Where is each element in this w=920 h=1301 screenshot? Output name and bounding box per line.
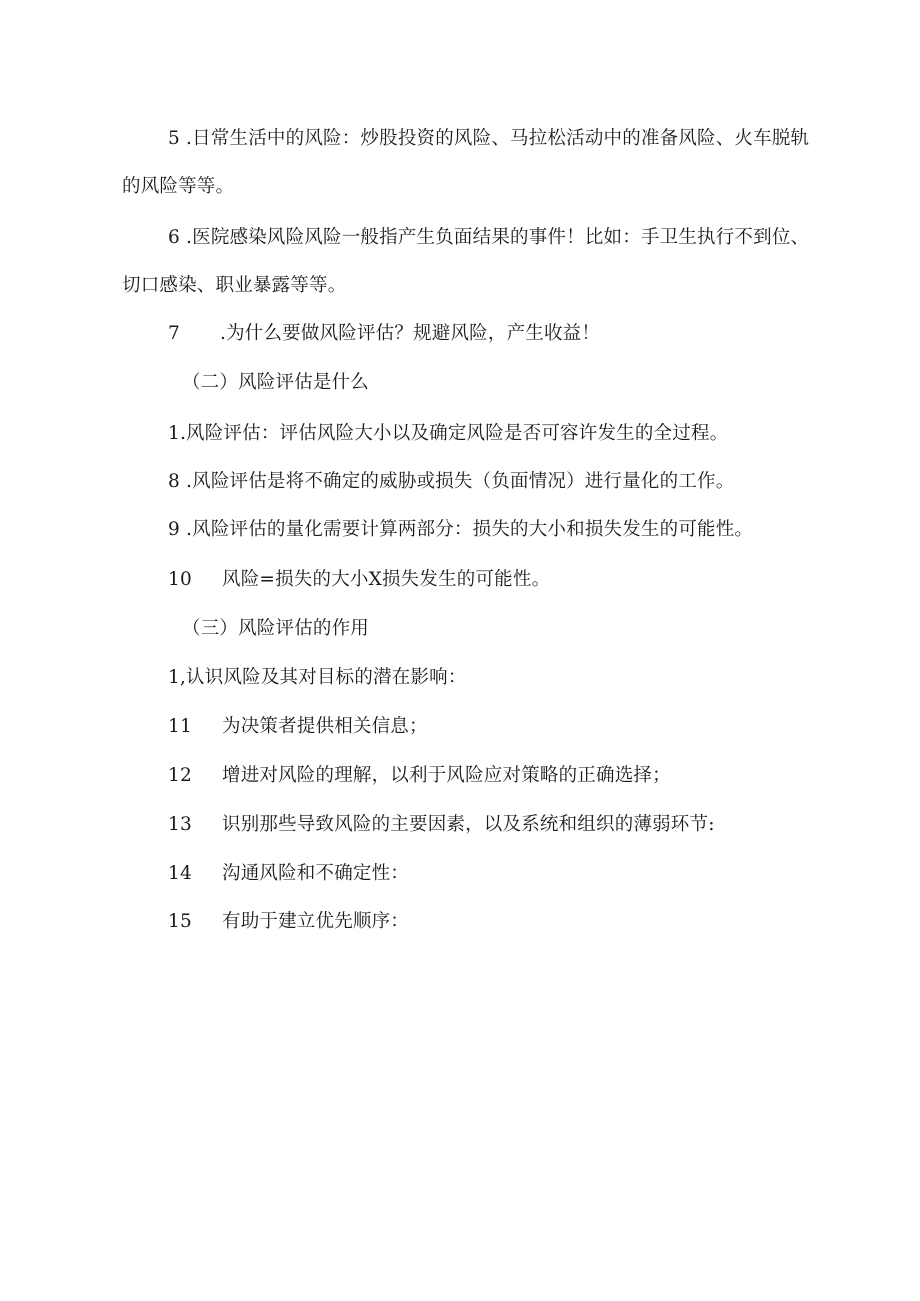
section-heading-2: （二）风险评估是什么 xyxy=(182,372,370,393)
paragraph-10-text: 风险=损失的大小X损失发生的可能性。 xyxy=(222,569,551,590)
paragraph-13-number: 13 xyxy=(168,814,192,835)
paragraph-12-number: 12 xyxy=(168,765,192,786)
paragraph-11-text: 为决策者提供相关信息； xyxy=(222,716,428,737)
paragraph-11 xyxy=(168,715,428,739)
paragraph-11-number: 11 xyxy=(168,716,192,737)
paragraph-1-recognize-risk: 1,认识风险及其对目标的潜在影响： xyxy=(168,667,467,688)
paragraph-14 xyxy=(168,862,409,886)
paragraph-6-line-1: 6 .医院感染风险风险一般指产生负面结果的事件！比如：手卫生执行不到位、 xyxy=(168,227,810,248)
paragraph-15 xyxy=(168,910,409,934)
section-heading-3: （三）风险评估的作用 xyxy=(182,618,370,639)
paragraph-12-text: 增进对风险的理解，以利于风险应对策略的正确选择； xyxy=(222,765,671,786)
paragraph-5-line-2: 的风险等等。 xyxy=(122,176,235,197)
paragraph-13 xyxy=(168,813,715,837)
paragraph-10 xyxy=(168,568,550,592)
paragraph-10-number: 10 xyxy=(168,569,192,590)
paragraph-5-line-1: 5 .日常生活中的风险：炒股投资的风险、马拉松活动中的准备风险、火车脱轨 xyxy=(168,128,810,149)
paragraph-6-line-2: 切口感染、职业暴露等等。 xyxy=(122,275,347,296)
paragraph-15-text: 有助于建立优先顺序： xyxy=(222,911,410,932)
paragraph-7 xyxy=(168,322,600,346)
paragraph-14-text: 沟通风险和不确定性： xyxy=(222,863,410,884)
paragraph-8: 8 .风险评估是将不确定的威胁或损失（负面情况）进行量化的工作。 xyxy=(168,471,735,492)
paragraph-14-number: 14 xyxy=(168,863,192,884)
paragraph-9: 9 .风险评估的量化需要计算两部分：损失的大小和损失发生的可能性。 xyxy=(168,519,754,540)
paragraph-15-number: 15 xyxy=(168,911,192,932)
paragraph-7-number: 7 xyxy=(168,323,180,344)
paragraph-7-text: .为什么要做风险评估？规避风险，产生收益！ xyxy=(220,323,601,344)
paragraph-13-text: 识别那些导致风险的主要因素，以及系统和组织的薄弱环节: xyxy=(222,814,715,835)
paragraph-1-risk-assessment: 1.风险评估：评估风险大小以及确定风险是否可容许发生的全过程。 xyxy=(168,423,729,444)
paragraph-12 xyxy=(168,764,671,788)
